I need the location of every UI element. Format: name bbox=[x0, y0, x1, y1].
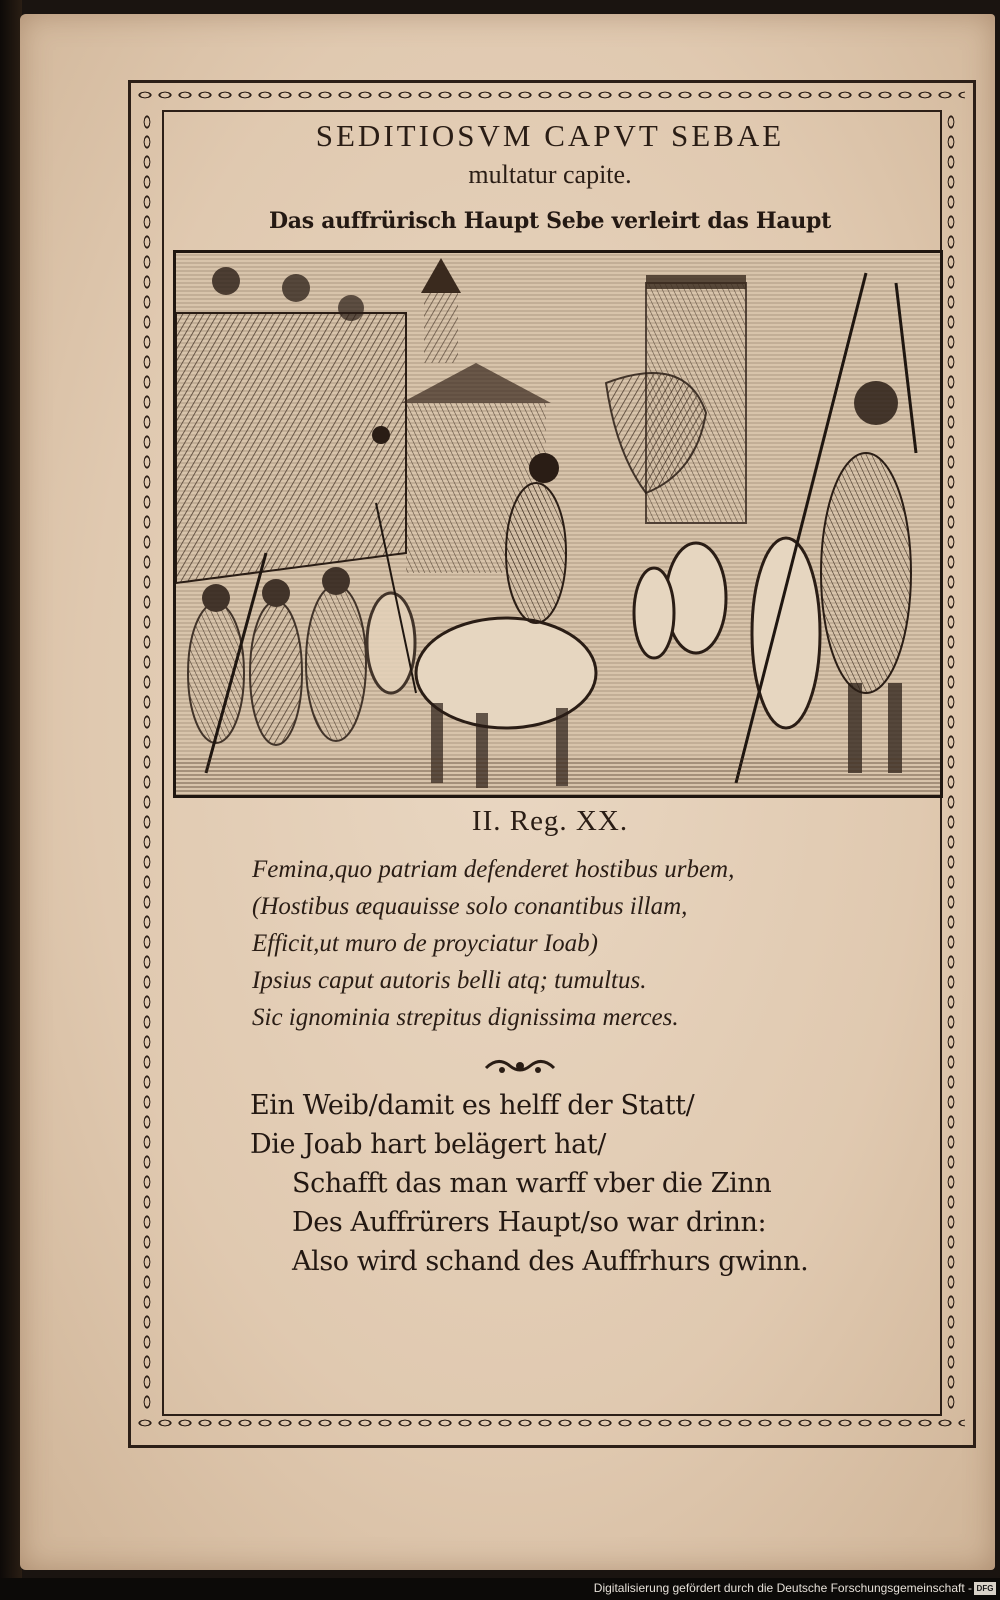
german-line: Also wird schand des Auffrhurs gwinn. bbox=[292, 1246, 809, 1277]
german-verse bbox=[250, 1090, 940, 1285]
latin-line: Ipsius caput autoris belli atq; tumultus. bbox=[252, 967, 647, 994]
chain-border-right bbox=[944, 112, 958, 1412]
fleuron-ornament-icon bbox=[480, 1052, 560, 1080]
footer-credit: Digitalisierung gefördert durch die Deutsche Forschungsgemeinschaft - bbox=[593, 1581, 972, 1595]
latin-verse bbox=[252, 856, 932, 1041]
chain-border-top bbox=[135, 88, 965, 102]
digitization-footer bbox=[0, 1578, 1000, 1600]
book-gutter-shadow bbox=[0, 0, 22, 1600]
page-subtitle: multatur capite. bbox=[468, 160, 632, 189]
chain-border-left bbox=[140, 112, 154, 1412]
chain-border-bottom bbox=[135, 1416, 965, 1430]
latin-line: Efficit,ut muro de proyciatur Ioab) bbox=[252, 930, 599, 957]
german-line: Die Joab hart belägert hat/ bbox=[250, 1129, 606, 1160]
german-line: Des Auffrürers Haupt/so war drinn: bbox=[292, 1207, 767, 1238]
page-title: SEDITIOSVM CAPVT SEBAE bbox=[315, 118, 785, 153]
woodcut-scene-icon bbox=[176, 253, 940, 795]
german-title: Das auffrürisch Haupt Sebe verleirt das Haupt bbox=[269, 208, 831, 234]
german-line: Ein Weib/damit es helff der Statt/ bbox=[250, 1090, 695, 1121]
scripture-reference: II. Reg. XX. bbox=[471, 805, 629, 837]
latin-line: Femina,quo patriam defenderet hostibus urbem, bbox=[252, 856, 735, 883]
latin-line: (Hostibus æquauisse solo conantibus illam, bbox=[252, 893, 688, 920]
dfg-logo-icon: DFG bbox=[974, 1582, 996, 1595]
latin-line: Sic ignominia strepitus dignissima merces. bbox=[252, 1004, 679, 1031]
woodcut-illustration bbox=[173, 250, 943, 798]
german-line: Schafft das man warff vber die Zinn bbox=[292, 1168, 772, 1199]
